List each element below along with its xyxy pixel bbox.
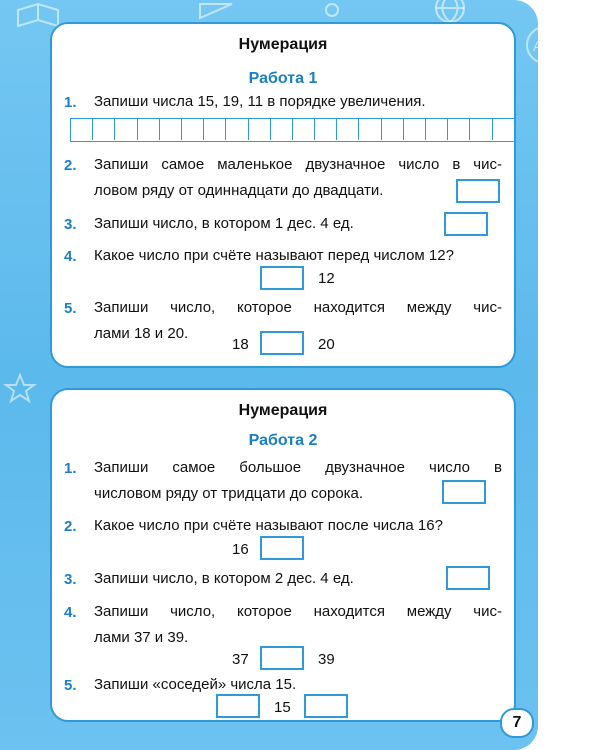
task-text: Запиши самое маленькое двузначное число в чис- <box>94 156 502 173</box>
card-title: Нумерация <box>238 36 328 53</box>
svg-text:5: 5 <box>545 475 558 500</box>
apple-icon <box>326 4 338 16</box>
card-subtitle: Работа 1 <box>248 70 318 87</box>
task-text: Запиши «соседей» числа 15. <box>94 676 297 693</box>
answer-box[interactable] <box>260 536 304 560</box>
task-number: 4. <box>64 604 77 621</box>
task-text: числовом ряду от тридцати до сорока. <box>94 485 364 502</box>
answer-box[interactable] <box>442 480 486 504</box>
bulb-icon-2 <box>555 680 575 701</box>
answer-box-right[interactable] <box>304 694 348 718</box>
svg-text:A+: A+ <box>533 38 551 54</box>
task-text: ловом ряду от одиннадцати до двадцати. <box>94 182 384 199</box>
task-number: 4. <box>64 248 77 265</box>
book-icon <box>18 4 58 26</box>
task-number: 5. <box>64 300 77 317</box>
task-text: Запиши самое большое двузначное число в <box>94 459 502 476</box>
bulb-icon <box>548 165 568 191</box>
task-number: 2. <box>64 518 77 535</box>
task-text: Какое число при счёте называют перед числом 12? <box>94 247 454 264</box>
task-number: 1. <box>64 460 77 477</box>
task-number: 3. <box>64 571 77 588</box>
task-text: Запиши числа 15, 19, 11 в порядке увеличения. <box>94 93 426 110</box>
number-label: 37 <box>232 651 249 668</box>
answer-box[interactable] <box>260 646 304 670</box>
answer-box[interactable] <box>456 179 500 203</box>
answer-box-left[interactable] <box>216 694 260 718</box>
number-five-icon <box>545 475 557 500</box>
pin-icon-2 <box>549 619 561 648</box>
exercise-card-1 <box>50 22 516 368</box>
task-text: Запиши число, которое находится между чис- <box>94 299 502 316</box>
task-text: лами 18 и 20. <box>94 325 189 342</box>
answer-box[interactable] <box>444 212 488 236</box>
number-label: 18 <box>232 336 249 353</box>
exercise-card-2 <box>50 388 516 722</box>
svg-text:A+: A+ <box>550 323 568 339</box>
card-title: Нумерация <box>238 402 328 419</box>
globe-icon <box>436 0 464 22</box>
task-text: Запиши число, в котором 1 дес. 4 ед. <box>94 215 354 232</box>
task-text: Какое число при счёте называют после числа 16? <box>94 517 443 534</box>
card-subtitle: Работа 2 <box>248 432 318 449</box>
grad-cap-icon <box>540 210 590 240</box>
number-label: 20 <box>318 336 335 353</box>
task-text: Запиши число, в котором 2 дес. 4 ед. <box>94 570 354 587</box>
task-text: лами 37 и 39. <box>94 629 189 646</box>
number-label: 12 <box>318 270 335 287</box>
pencil-icon <box>560 85 592 117</box>
task-number: 5. <box>64 677 77 694</box>
grade-a-plus-icon-2 <box>542 512 578 548</box>
task-number: 2. <box>64 157 77 174</box>
magnifier-icon <box>546 351 572 377</box>
task-number: 1. <box>64 94 77 111</box>
page-number: 7 <box>500 708 534 738</box>
answer-box[interactable] <box>260 266 304 290</box>
triangle-ruler-icon <box>200 4 232 18</box>
answer-cell-row[interactable] <box>70 118 516 142</box>
number-label: 16 <box>232 541 249 558</box>
star-icon <box>6 375 34 401</box>
number-label: 39 <box>318 651 335 668</box>
paper-plane-icon <box>545 255 590 290</box>
pin-icon <box>554 404 566 432</box>
svg-text:A+: A+ <box>549 523 567 539</box>
grade-a-icon <box>542 312 578 348</box>
number-label: 15 <box>274 699 291 716</box>
task-number: 3. <box>64 216 77 233</box>
answer-box[interactable] <box>260 331 304 355</box>
grade-a-plus-icon <box>527 27 563 63</box>
task-text: Запиши число, которое находится между чис- <box>94 603 502 620</box>
answer-box[interactable] <box>446 566 490 590</box>
